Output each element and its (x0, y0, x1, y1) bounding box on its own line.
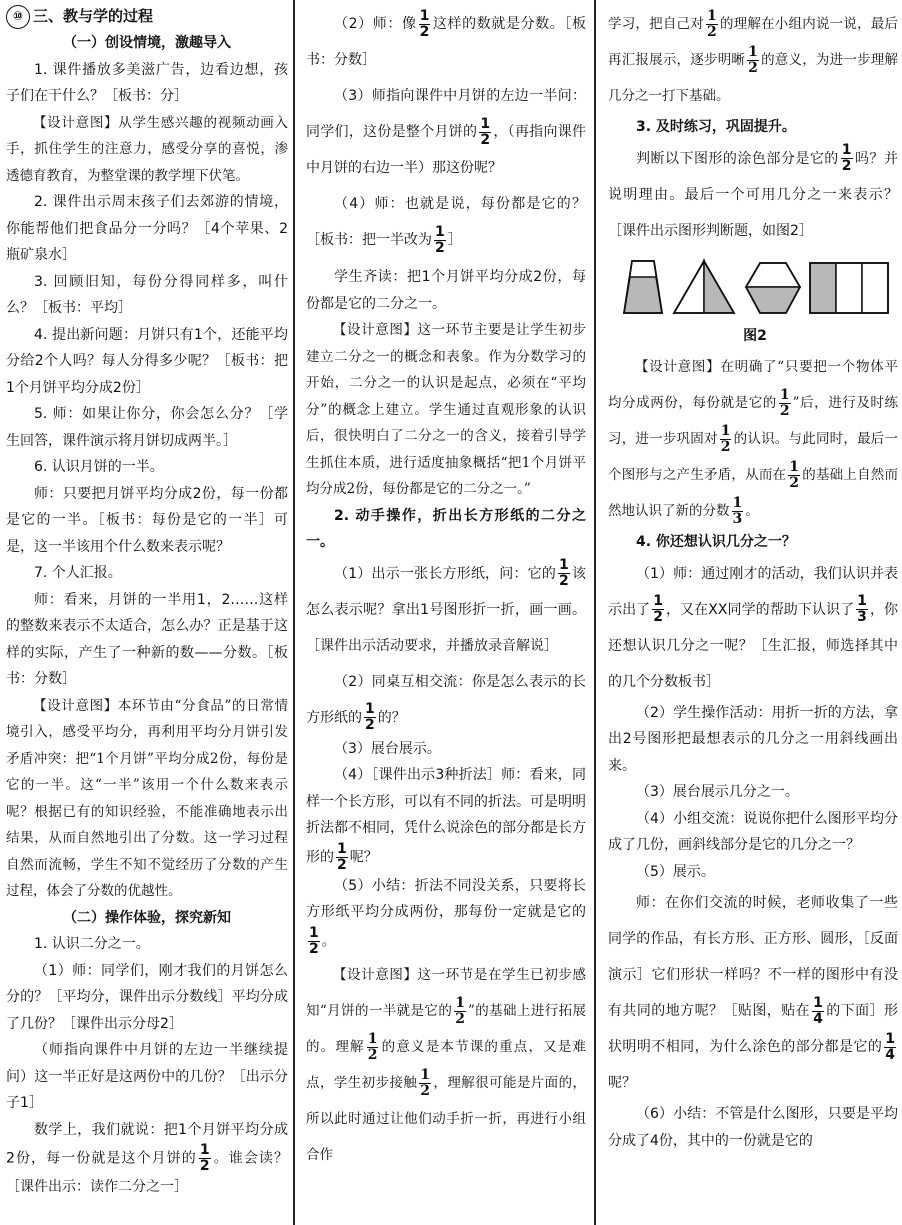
fraction-one-third: $\frac{1}{3}$ (732, 495, 743, 527)
paragraph: 6. 认识月饼的一半。 (34, 459, 164, 475)
figure-2 (612, 257, 898, 350)
column-rule-1 (293, 0, 295, 1225)
paragraph: （3）展台展示几分之一。 (636, 784, 799, 800)
paragraph: 5. 师：如果让你分，你会怎么分？［学生回答，课件演示将月饼切成两半。］ (6, 406, 288, 449)
paragraph: （1）师：同学们，刚才我们的月饼怎么分的？［平均分，课件出示分数线］平均分成了几份？［课件出示分母2］ (6, 962, 288, 1032)
paragraph: （2）师：像 $\frac{1}{2}$ 这样的数就是分数。［板书：分数］ (306, 7, 586, 68)
fraction-one-half: $\frac{1}{2}$ (720, 423, 731, 455)
fraction-one-half: $\frac{1}{2}$ (779, 387, 790, 419)
section-title: ⑩ 三、教与学的过程 (6, 2, 288, 30)
paragraph: （2）同桌互相交流：你是怎么表示的长方形纸的 $\frac{1}{2}$ 的？ (306, 673, 586, 733)
figure-2-shapes (612, 257, 896, 319)
fraction-one-half: $\frac{1}{2}$ (367, 1030, 378, 1063)
paragraph: （4）师：也就是说，每份都是它的？［板书：把一半改为 $\frac{1}{2}$ ］ (306, 196, 586, 256)
fraction-one-half: $\frac{1}{2}$ (559, 557, 569, 589)
step-heading: 2. 动手操作，折出长方形纸的二分之一。 (306, 507, 586, 550)
fraction-one-half: $\frac{1}{2}$ (419, 7, 430, 40)
design-intent: 【设计意图】这一环节是在学生已初步感知“月饼的一半就是它的 $\frac{1}{2}$ ”的基础上进行拓展的。理解 $\frac{1}{2}$ 的意义是本节课的重点，又是难点，学生初步接触 $\frac{1}{2}$ ，理解很可能是片面的，所以此时通过让他们动手折一折，再进行小组合作 (306, 966, 587, 1163)
paragraph: 数学上，我们就说：把1个月饼平均分成2份，每一份就是这个月饼的 $\frac{1}{2}$ 。谁会读？［课件出示：读作二分之一］ (6, 1121, 288, 1195)
paragraph: 2. 课件出示周末孩子们去郊游的情境，你能帮他们把食品分一分吗？［4个苹果、2瓶矿泉水］ (6, 194, 288, 263)
paragraph: 师：看来，月饼的一半用1，2……这样的整数来表示不太适合，怎么办？正是基于这样的实际，产生了一种新的数——分数。［板书：分数］ (6, 591, 288, 687)
trapezoid-shape (624, 261, 662, 313)
paragraph: （4）［课件出示3种折法］师：看来，同样一个长方形，可以有不同的折法。可是明明折法都不相同，凭什么说涂色的部分都是长方形的 $\frac{1}{2}$ 呢？ (306, 767, 586, 873)
section-number-badge: ⑩ (6, 5, 30, 29)
paragraph: 判断以下图形的涂色部分是它的 $\frac{1}{2}$ 吗？并说明理由。最后一个可用几分之一来表示？［课件出示图形判断题，如图2］ (608, 142, 899, 239)
figure-caption: 图2 (743, 327, 767, 344)
paragraph: 1. 认识二分之一。 (34, 936, 150, 952)
paragraph: 4. 提出新问题：月饼只有1个，还能平均分给2个人吗？每人分得多少呢？［板书：把1个月饼平均分成2份］ (6, 326, 288, 396)
paragraph: （3）展台展示。 (334, 740, 441, 757)
fraction-one-third: $\frac{1}{3}$ (857, 593, 867, 625)
column-3 (600, 0, 902, 1225)
design-intent: 【设计意图】本环节由“分食品”的日常情境引入，感受平均分，再利用平均分月饼引发矛盾冲突：把“1个月饼”平均分成2份，每份是它的一半。这“一半”该用一个什么数来表示呢？根据已有的知识经验，不能准确地表示出结果，从而自然地引出了分数。这一学习过程自然而流畅，学生不知不觉经历了分数的产生过程，体会了分数的优越性。 (6, 697, 288, 899)
design-intent: 【设计意图】这一环节主要是让学生初步建立二分之一的概念和表象。作为分数学习的开始，二分之一的认识是起点，必须在“平均分”的概念上建立。学生通过直观形象的认识后，很快明白了二分之一的含义，接着引导学生抓住本质，进行适度抽象概括“把1个月饼平均分成2份，每份都是它的二分之一。” (306, 322, 586, 497)
paragraph: （4）小组交流：说说你把什么图形平均分成了几份，画斜线部分是它的几分之一？ (608, 810, 898, 853)
design-intent: 【设计意图】从学生感兴趣的视频动画入手，抓住学生的注意力，感受分享的喜悦，渗透德育教育，为整堂课的教学埋下伏笔。 (6, 114, 288, 184)
paragraph: （3）师指向课件中月饼的左边一半问：同学们，这份是整个月饼的 $\frac{1}{2}$ ，（再指向课件中月饼的右边一半）那这份呢？ (306, 88, 587, 176)
fraction-one-half: $\frac{1}{2}$ (199, 1142, 210, 1174)
subsection-heading: （二）操作体验，探究新知 (63, 909, 231, 926)
paragraph: 1. 课件播放多美滋广告，边看边想，孩子们在干什么？［板书：分］ (6, 61, 288, 104)
fraction-one-half: $\frac{1}{2}$ (789, 459, 800, 491)
rectangle-thirds-shape (810, 263, 888, 313)
paragraph: 7. 个人汇报。 (34, 565, 122, 581)
step-heading: 3. 及时练习，巩固提升。 (636, 119, 796, 135)
fraction-one-half: $\frac{1}{2}$ (365, 701, 375, 733)
design-intent-continued: 学习，把自己对 $\frac{1}{2}$ 的理解在小组内说一说，最后再汇报展示，逐步明晰 $\frac{1}{2}$ 的意义，为进一步理解几分之一打下基础。 (608, 8, 899, 104)
subsection-heading: （一）创设情境，激趣导入 (63, 35, 231, 51)
fraction-one-half: $\frac{1}{2}$ (435, 223, 445, 256)
paragraph: 学生齐读：把1个月饼平均分成2份，每份都是它的二分之一。 (306, 269, 586, 312)
paragraph: （5）小结：折法不同没关系，只要将长方形纸平均分成两份，那每份一定就是它的 $\frac{1}{2}$ 。 (306, 877, 586, 957)
fraction-one-half: $\frac{1}{2}$ (707, 8, 717, 40)
paragraph: （1）师：通过刚才的活动，我们认识并表示出了 $\frac{1}{2}$ ，又在XX同学的帮助下认识了 $\frac{1}{3}$ ，你还想认识几分之一呢？［生汇报，师选择其中的几个分数板书］ (608, 565, 899, 690)
fraction-one-half: $\frac{1}{2}$ (420, 1066, 431, 1099)
column-2 (298, 0, 592, 1225)
step-heading: 4. 你还想认识几分之一？ (636, 534, 796, 550)
paragraph: 3. 回顾旧知，每份分得同样多，叫什么？［板书：平均］ (6, 273, 288, 316)
fraction-one-half: $\frac{1}{2}$ (841, 142, 852, 174)
hexagon-shape (746, 263, 800, 313)
fraction-one-half: $\frac{1}{2}$ (455, 994, 465, 1027)
design-intent: 【设计意图】在明确了“只要把一个物体平均分成两份，每份就是它的 $\frac{1}{2}$ ”后，进行及时练习，进一步巩固对 $\frac{1}{2}$ 的认识。与此同时，最后一个图形与之产生矛盾，从而在 $\frac{1}{2}$ 的基础上自然而然地认识了新的分数 $\frac{1}{3}$ 。 (608, 359, 899, 527)
triangle-shape (674, 261, 734, 313)
paragraph: 师：只要把月饼平均分成2份，每一份都是它的一半。［板书：每份是它的一半］可是，这一半该用个什么数来表示呢？ (6, 485, 288, 555)
fraction-one-half: $\frac{1}{2}$ (653, 593, 663, 625)
fraction-one-quarter: $\frac{1}{4}$ (885, 1030, 895, 1063)
fraction-one-half: $\frac{1}{2}$ (337, 840, 347, 873)
fraction-one-half: $\frac{1}{2}$ (748, 44, 758, 76)
fraction-one-half: $\frac{1}{2}$ (309, 924, 319, 957)
fraction-one-quarter: $\frac{1}{4}$ (813, 994, 823, 1027)
paragraph: 师：在你们交流的时候，老师收集了一些同学的作品，有长方形、正方形、圆形，［反面演示］它们形状一样吗？不一样的图形中有没有共同的地方呢？［贴图，贴在 $\frac{1}{4}$ 的下面］形状明明不相同，为什么涂色的部分都是它的 $\frac{1}{4}$ 呢？ (608, 895, 898, 1091)
fraction-one-half: $\frac{1}{2}$ (480, 115, 491, 148)
paragraph: （师指向课件中月饼的左边一半继续提问）这一半正好是这两份中的几份？［出示分子1］ (6, 1042, 288, 1111)
column-rule-2 (594, 0, 596, 1225)
column-1 (0, 0, 292, 1225)
paragraph: （1）出示一张长方形纸，问：它的 $\frac{1}{2}$ 该怎么表示呢？拿出1号图形折一折，画一画。［课件出示活动要求，并播放录音解说］ (306, 557, 586, 654)
paragraph: （5）展示。 (636, 863, 715, 880)
paragraph: （6）小结：不管是什么图形，只要是平均分成了4份，其中的一份就是它的 (608, 1106, 898, 1149)
paragraph: （2）学生操作活动：用折一折的方法，拿出2号图形把最想表示的几分之一用斜线画出来。 (608, 704, 898, 774)
